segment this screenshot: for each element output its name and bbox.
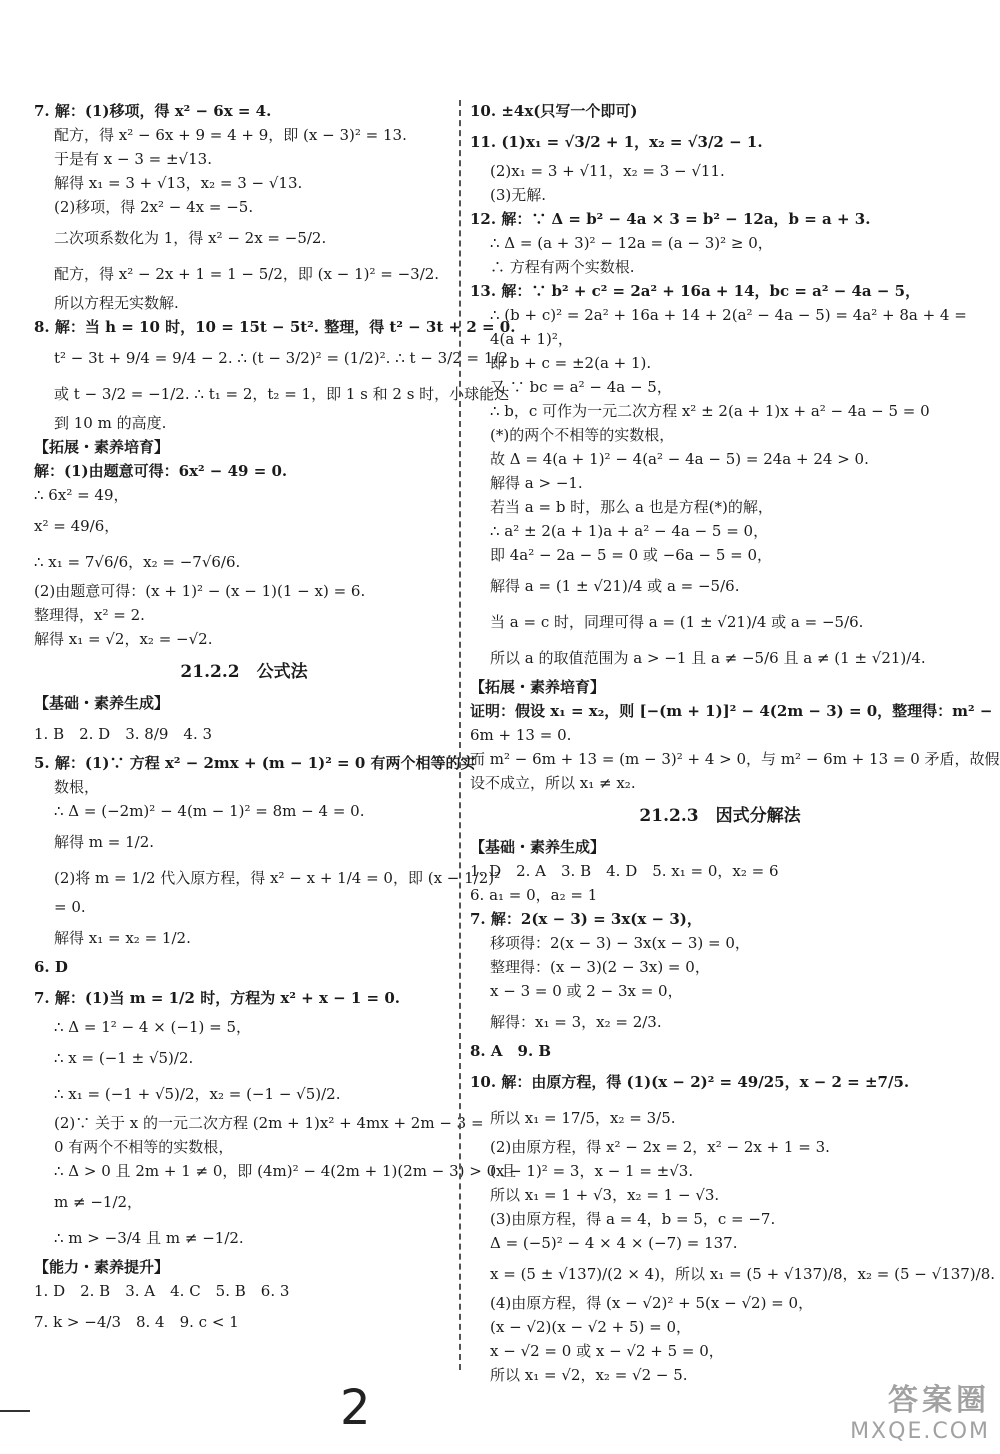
text-line: 配方，得 x² − 2x + 1 = 1 − 5/2，即 (x − 1)² = −3/2. [54,265,440,283]
text-line: 或 t − 3/2 = −1/2. ∴ t₁ = 2，t₂ = 1，即 1 s 和 2 s 时，小球能达 [54,385,510,403]
text-line: 11. (1)x₁ = √3/2 + 1，x₂ = √3/2 − 1. [470,133,763,151]
text-line: 若当 a = b 时，那么 a 也是方程(*)的解， [490,498,773,516]
text-line: 证明：假设 x₁ = x₂，则 [−(m + 1)]² − 4(2m − 3) = 0，整理得：m² − [470,702,993,720]
text-line: 当 a = c 时，同理可得 a = (1 ± √21)/4 或 a = −5/6. [490,613,864,631]
text-line: 整理得，x² = 2. [34,606,145,624]
text-line: 6m + 13 = 0. [470,726,572,744]
text-line: m ≠ −1/2， [54,1193,143,1211]
text-line: ∴ a² ± 2(a + 1)a + a² − 4a − 5 = 0， [490,522,769,540]
text-line: 移项得：2(x − 3) − 3x(x − 3) = 0， [490,934,750,952]
text-line: (2)将 m = 1/2 代入原方程，得 x² − x + 1/4 = 0，即 (x − 1/2)² [54,869,501,887]
text-line: x − √2 = 0 或 x − √2 + 5 = 0， [490,1342,724,1360]
text-line: 7. 解：2(x − 3) = 3x(x − 3)， [470,910,702,928]
text-line: (3)无解. [490,186,547,204]
page-edge-line [0,1410,30,1412]
text-line: 【拓展・素养培育】 [34,438,170,456]
text-line: ∴ b，c 可作为一元二次方程 x² ± 2(a + 1)x + a² − 4a − 5 = 0 [490,402,930,420]
text-line: (x − 1)² = 3，x − 1 = ±√3. [490,1162,694,1180]
text-line: 7. 解：(1)当 m = 1/2 时，方程为 x² + x − 1 = 0. [34,989,401,1007]
text-line: (2)x₁ = 3 + √11，x₂ = 3 − √11. [490,162,725,180]
text-line: ∴ 6x² = 49， [34,486,129,504]
text-line: ∴ 方程有两个实数根. [490,258,635,276]
text-line: x² = 49/6， [34,517,120,535]
text-line: Δ = (−5)² − 4 × 4 × (−7) = 137. [490,1234,738,1252]
text-line: ∴ Δ = (−2m)² − 4(m − 1)² = 8m − 4 = 0. [54,802,365,820]
text-line: 【基础・素养生成】 [34,694,170,712]
text-line: 整理得：(x − 3)(2 − 3x) = 0， [490,958,710,976]
text-line: 1. B 2. D 3. 8/9 4. 3 [34,725,213,743]
text-line: 即 4a² − 2a − 5 = 0 或 −6a − 5 = 0， [490,546,773,564]
text-line: 13. 解：∵ b² + c² = 2a² + 16a + 14，bc = a² − 4a − 5， [470,282,921,300]
text-line: ∴ x = (−1 ± √5)/2. [54,1049,194,1067]
text-line: (*)的两个不相等的实数根， [490,426,675,444]
text-line: 10. 解：由原方程，得 (1)(x − 2)² = 49/25，x − 2 = ±7/5. [470,1073,910,1091]
text-line: ∴ x₁ = (−1 + √5)/2，x₂ = (−1 − √5)/2. [54,1085,341,1103]
text-line: 所以方程无实数解. [54,294,179,312]
text-line: (3)由原方程，得 a = 4，b = 5，c = −7. [490,1210,776,1228]
text-line: 所以 a 的取值范围为 a > −1 且 a ≠ −5/6 且 a ≠ (1 ± √21)/4. [490,649,926,667]
text-line: ∴ Δ > 0 且 2m + 1 ≠ 0，即 (4m)² − 4(2m + 1)(2m − 3) > 0 且 [54,1162,516,1180]
text-line: 5. 解：(1)∵ 方程 x² − 2mx + (m − 1)² = 0 有两个相等的实 [34,754,476,772]
text-line: 解得 a > −1. [490,474,583,492]
text-line: 所以 x₁ = √2，x₂ = √2 − 5. [490,1366,688,1384]
text-line: 解得：x₁ = 3，x₂ = 2/3. [490,1013,662,1031]
handwritten-page-mark: 2 [340,1380,371,1436]
right-column [470,100,1000,1388]
text-line: 解：(1)由题意可得：6x² − 49 = 0. [34,462,288,480]
text-line: 4(a + 1)²， [490,330,573,348]
text-line: ∴ Δ = 1² − 4 × (−1) = 5， [54,1018,252,1036]
text-line: (2)∵ 关于 x 的一元二次方程 (2m + 1)x² + 4mx + 2m − 3 = [54,1114,484,1132]
text-line: (x − √2)(x − √2 + 5) = 0， [490,1318,692,1336]
section-title: 21.2.3 因式分解法 [639,806,801,826]
text-line: 1. D 2. A 3. B 4. D 5. x₁ = 0，x₂ = 6 [470,862,779,880]
text-line: 【拓展・素养培育】 [470,678,606,696]
watermark-bottom-text: MXQE.COM [850,1419,990,1444]
text-line: ∴ Δ = (a + 3)² − 12a = (a − 3)² ≥ 0， [490,234,773,252]
text-line: (2)由题意可得：(x + 1)² − (x − 1)(1 − x) = 6. [34,582,366,600]
text-line: 二次项系数化为 1，得 x² − 2x = −5/2. [54,229,327,247]
text-line: x − 3 = 0 或 2 − 3x = 0， [490,982,683,1000]
text-line: ∴ x₁ = 7√6/6，x₂ = −7√6/6. [34,553,241,571]
text-line: ∴ m > −3/4 且 m ≠ −1/2. [54,1229,244,1247]
watermark-logo [850,1375,990,1444]
text-line: t² − 3t + 9/4 = 9/4 − 2. ∴ (t − 3/2)² = (1/2)². ∴ t − 3/2 = 1/2 [54,349,509,367]
text-line: 6. D [34,958,68,976]
text-line: 而 m² − 6m + 13 = (m − 3)² + 4 > 0，与 m² − 6m + 13 = 0 矛盾，故假 [470,750,1000,768]
text-line: = 0. [54,898,86,916]
text-line: 又 ∵ bc = a² − 4a − 5， [490,378,672,396]
text-line: x = (5 ± √137)/(2 × 4)，所以 x₁ = (5 + √137)/8，x₂ = (5 − √137)/8. [490,1265,996,1283]
text-line: 配方，得 x² − 6x + 9 = 4 + 9，即 (x − 3)² = 13. [54,126,407,144]
column-divider [459,100,461,1370]
text-line: 8. 解：当 h = 10 时，10 = 15t − 5t². 整理，得 t² − 3t + 2 = 0. [34,318,516,336]
text-line: 所以 x₁ = 17/5，x₂ = 3/5. [490,1109,676,1127]
text-line: 7. k > −4/3 8. 4 9. c < 1 [34,1313,239,1331]
text-line: 解得 x₁ = 3 + √13，x₂ = 3 − √13. [54,174,303,192]
text-line: ∴ (b + c)² = 2a² + 16a + 14 + 2(a² − 4a − 5) = 4a² + 8a + 4 = [490,306,967,324]
text-line: 数根， [54,778,100,796]
text-line: 【基础・素养生成】 [470,838,606,856]
text-line: 【能力・素养提升】 [34,1258,170,1276]
text-line: 到 10 m 的高度. [54,414,167,432]
text-line: 所以 x₁ = 1 + √3，x₂ = 1 − √3. [490,1186,720,1204]
text-line: 于是有 x − 3 = ±√13. [54,150,212,168]
text-line: (4)由原方程，得 (x − √2)² + 5(x − √2) = 0， [490,1294,814,1312]
text-line: 6. a₁ = 0，a₂ = 1 [470,886,598,904]
text-line: 设不成立，所以 x₁ ≠ x₂. [470,774,636,792]
text-line: 故 Δ = 4(a + 1)² − 4(a² − 4a − 5) = 24a + 24 > 0. [490,450,869,468]
text-line: 解得 x₁ = x₂ = 1/2. [54,929,191,947]
text-line: 解得 x₁ = √2，x₂ = −√2. [34,630,213,648]
text-line: 12. 解：∵ Δ = b² − 4a × 3 = b² − 12a，b = a + 3. [470,210,871,228]
section-title: 21.2.2 公式法 [180,662,308,682]
text-line: 即 b + c = ±2(a + 1). [490,354,652,372]
text-line: 解得 m = 1/2. [54,833,155,851]
text-line: 解得 a = (1 ± √21)/4 或 a = −5/6. [490,577,740,595]
text-line: (2)由原方程，得 x² − 2x = 2，x² − 2x + 1 = 3. [490,1138,830,1156]
text-line: 1. D 2. B 3. A 4. C 5. B 6. 3 [34,1282,290,1300]
text-line: (2)移项，得 2x² − 4x = −5. [54,198,254,216]
text-line: 7. 解：(1)移项，得 x² − 6x = 4. [34,102,272,120]
text-line: 0 有两个不相等的实数根， [54,1138,234,1156]
text-line: 10. ±4x(只写一个即可) [470,102,638,120]
text-line: 8. A 9. B [470,1042,552,1060]
watermark-top-text: 答案圈 [888,1383,990,1418]
